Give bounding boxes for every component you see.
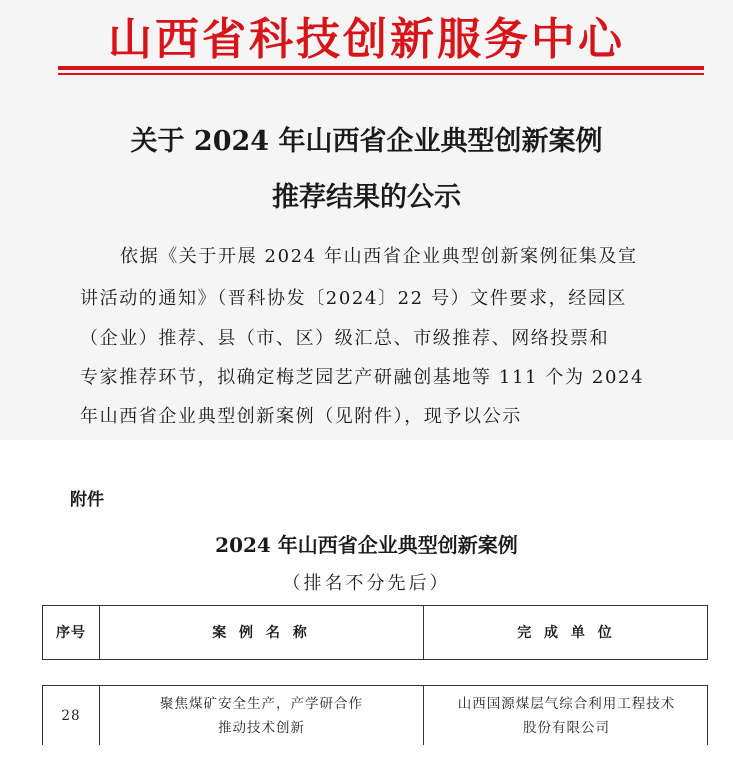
unit-line: 山西国源煤层气综合利用工程技术 <box>457 695 676 712</box>
column-header-case-name: 案 例 名 称 <box>212 624 311 641</box>
table-title: 2024 年山西省企业典型创新案例 <box>215 533 518 557</box>
case-name-line: 聚焦煤矿安全生产，产学研合作 <box>160 695 363 712</box>
notice-title-line-2: 推荐结果的公示 <box>272 182 461 213</box>
row-unit <box>424 686 709 745</box>
body-text-line: （企业）推荐、县（市、区）级汇总、市级推荐、网络投票和 <box>80 328 610 349</box>
body-text-line: 依据《关于开展 2024 年山西省企业典型创新案例征集及宣 <box>120 246 638 267</box>
row-case-name <box>100 686 423 745</box>
body-text-line: 讲活动的通知》（晋科协发〔2024〕22 号）文件要求，经园区 <box>80 288 628 309</box>
row-index <box>43 686 99 745</box>
header-rule-thin <box>58 73 704 75</box>
table-subtitle: （排名不分先后） <box>282 573 451 594</box>
table-row <box>42 685 708 745</box>
body-text-line: 年山西省企业典型创新案例（见附件），现予以公示 <box>80 406 522 427</box>
notice-title-line-1: 关于 2024 年山西省企业典型创新案例 <box>130 126 603 157</box>
case-name-line: 推动技术创新 <box>218 719 305 736</box>
attachment-label: 附件 <box>70 490 104 510</box>
org-header: 山西省科技创新服务中心 <box>108 14 625 65</box>
row-index-value: 28 <box>61 707 81 724</box>
table-header-row <box>42 605 708 660</box>
column-header-unit: 完 成 单 位 <box>517 624 616 641</box>
unit-line: 股份有限公司 <box>523 719 610 736</box>
header-rule-thick <box>58 66 704 70</box>
column-header-index: 序号 <box>56 624 86 641</box>
body-text-line: 专家推荐环节，拟确定梅芝园艺产研融创基地等 111 个为 2024 <box>80 367 645 388</box>
